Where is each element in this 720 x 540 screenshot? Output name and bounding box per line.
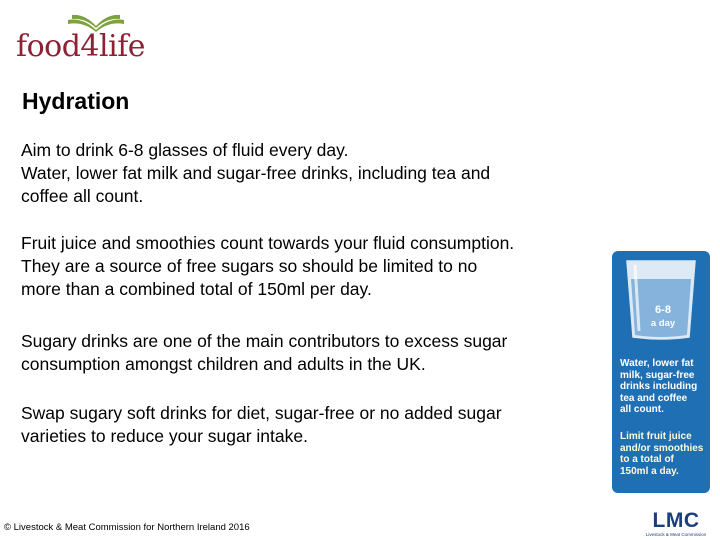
text-line: Swap sugary soft drinks for diet, sugar-free or no added sugar [21,403,502,423]
text-line: Aim to drink 6-8 glasses of fluid every day. [21,140,349,160]
water-glass-icon [621,257,701,341]
text-line: Limit fruit juice [620,431,692,442]
glass-label-top: 6-8 [655,304,671,316]
text-line: and/or smoothies [620,442,704,454]
paragraph-fluid-intake [21,139,601,208]
infographic-upper-text [620,358,708,416]
text-line: Water, lower fat milk and sugar-free drinks, including tea and [21,163,491,183]
text-line: varieties to reduce your sugar intake. [21,426,308,446]
paragraph-fruit-juice [21,232,601,301]
lmc-logo [634,510,718,540]
text-line: coffee all count. [21,186,144,206]
text-line: They are a source of free sugars so should be limited to no [21,256,478,276]
text-line: Water, lower fat [620,358,694,369]
text-line: tea and coffee [620,392,688,404]
food4life-logo [14,8,144,64]
text-line: more than a combined total of 150ml per day. [21,279,372,299]
lmc-logo-mark: LMC [652,509,700,532]
glass-label-bottom: a day [650,318,676,329]
hydration-infographic [612,251,710,493]
text-line: 150ml a day. [620,465,679,477]
paragraph-swap-drinks [21,402,601,448]
text-line: all count. [620,404,664,415]
text-line: drinks including [620,381,698,392]
lmc-logo-subtitle: Livestock & Meat Commission [645,532,707,537]
text-line: milk, sugar-free [620,369,695,381]
paragraph-sugary-drinks [21,330,601,376]
text-line: to a total of [620,454,674,465]
logo-text: food4life [16,29,146,64]
infographic-lower-text [620,431,708,477]
text-line: Fruit juice and smoothies count towards your fluid consumption. [21,233,515,253]
page-title: Hydration [22,88,130,114]
text-line: consumption amongst children and adults in the UK. [21,354,426,374]
copyright-footer: © Livestock & Meat Commission for Northern Ireland 2016 [4,522,250,533]
text-line: Sugary drinks are one of the main contributors to excess sugar [21,331,508,351]
